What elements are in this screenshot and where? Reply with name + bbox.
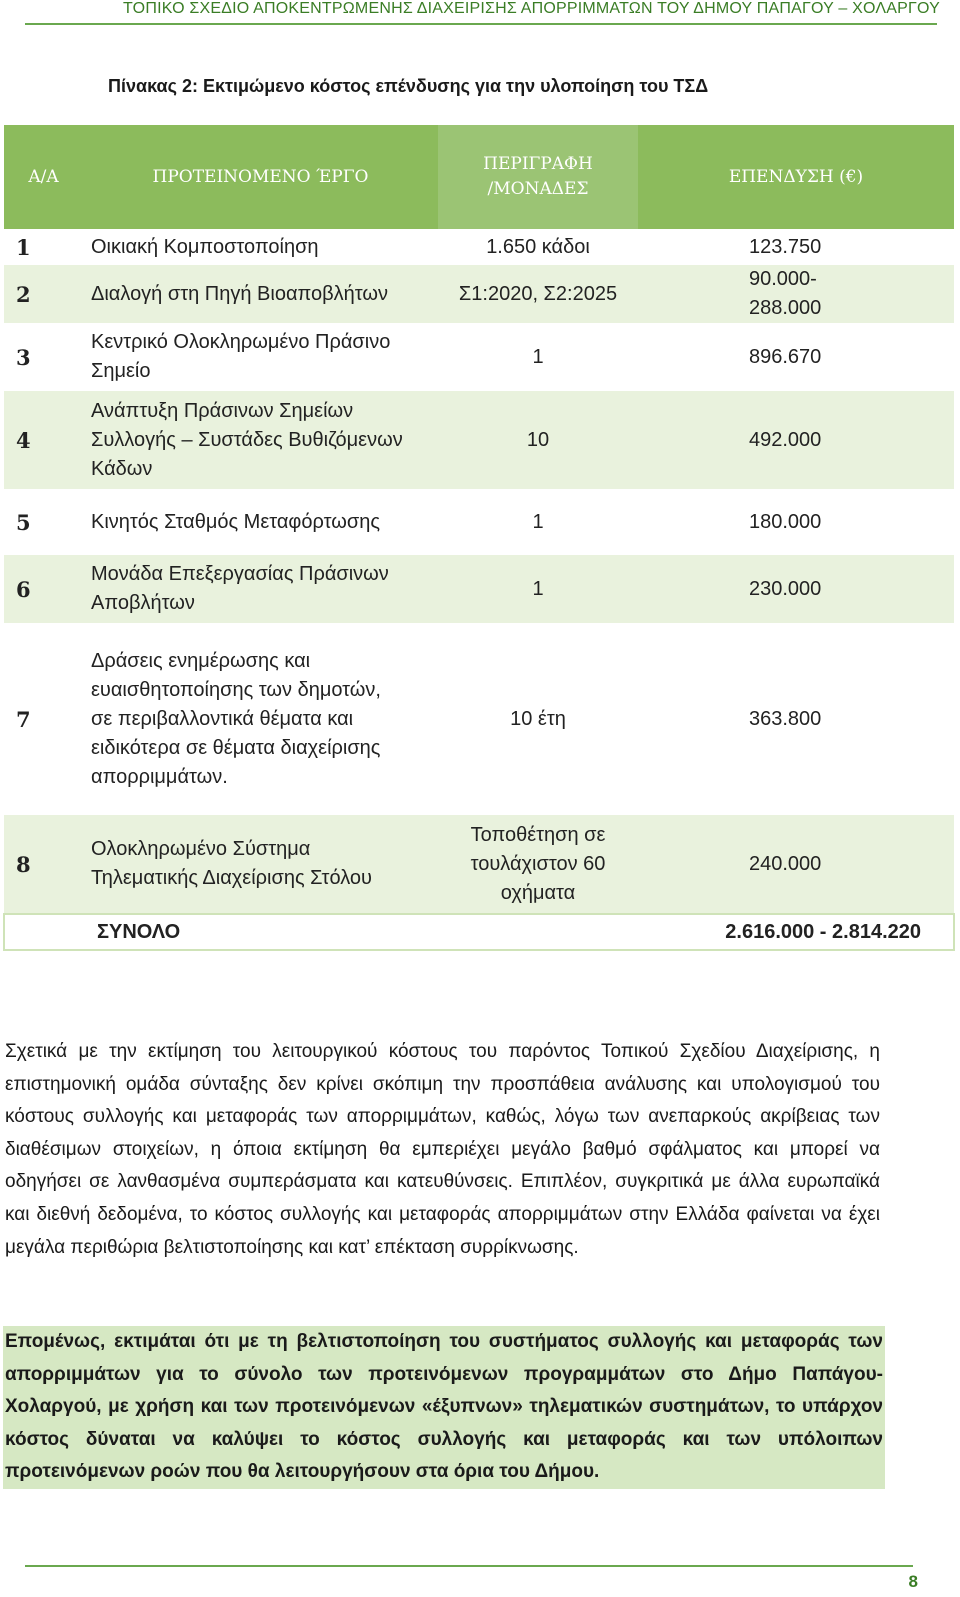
- header-investment: ΕΠΕΝΔΥΣΗ (€): [638, 125, 954, 229]
- row-project: Κινητός Σταθμός Μεταφόρτωσης: [91, 510, 380, 533]
- table-row: [4, 391, 954, 489]
- row-project: Οικιακή Κομποστοποίηση: [91, 235, 319, 258]
- row-investment: 363.800: [749, 707, 822, 730]
- row-investment: 240.000: [638, 815, 954, 914]
- row-number: 6: [4, 555, 83, 623]
- header-project: ΠΡΟΤΕΙΝΟΜΕΝΟ ΈΡΓΟ: [83, 125, 438, 229]
- table-caption: Πίνακας 2: Εκτιμώμενο κόστος επένδυσης για την υλοποίηση του ΤΣΔ: [108, 76, 709, 96]
- row-description: Σ1:2020, Σ2:2025: [438, 265, 638, 323]
- row-description: 1: [438, 555, 638, 623]
- table-row: [4, 623, 954, 815]
- row-number: 8: [4, 815, 83, 914]
- table-row: [4, 229, 954, 265]
- row-number: 7: [16, 706, 31, 732]
- header-num: Α/Α: [4, 125, 83, 229]
- running-header-title: ΤΟΠΙΚΟ ΣΧΕΔΙΟ ΑΠΟΚΕΝΤΡΩΜΕΝΗΣ ΔΙΑΧΕΙΡΙΣΗΣ ΑΠΟΡΡΙΜΜΑΤΩΝ ΤΟΥ ΔΗΜΟΥ ΠΑΠΑΓΟΥ – ΧΟΛΑΡΓΟΥ: [122, 0, 940, 17]
- table-row: [4, 323, 954, 391]
- total-spacer: [4, 914, 83, 950]
- row-number: 3: [16, 344, 31, 370]
- row-description: 1: [532, 510, 544, 533]
- row-description: 1: [532, 345, 544, 368]
- row-project: Κεντρικό Ολοκληρωμένο Πράσινο Σημείο: [91, 331, 391, 382]
- header-description: [438, 125, 638, 229]
- table-row: [4, 489, 954, 555]
- row-description: 10 έτη: [510, 707, 566, 730]
- table-row: [4, 815, 954, 914]
- row-number: 4: [4, 391, 83, 489]
- row-investment: 90.000- 288.000: [638, 265, 954, 323]
- table-total-row: [4, 914, 954, 950]
- total-value: 2.616.000 - 2.814.220: [438, 914, 954, 950]
- row-project: Ολοκληρωμένο Σύστημα Τηλεματικής Διαχείρισης Στόλου: [83, 815, 438, 914]
- paragraph-conclusion-highlighted: Επομένως, εκτιμάται ότι με τη βελτιστοποίηση του συστήματος συλλογής και μεταφοράς των απορριμμάτων για το σύνολο των προτεινόμενων προγραμμάτων στο Δήμο Παπάγου-Χολαργού, με χρήση και των προτεινόμενων «έξυπνων» τηλεματικών συστημάτων, το υπάρχον κόστος δύναται να καλύψει το κόστος συλλογής και μεταφοράς και των υπόλοιπων προτεινόμενων ροών που θα λειτουργήσουν στα όρια του Δήμου.: [3, 1326, 885, 1489]
- row-description: 10: [438, 391, 638, 489]
- table-row: [4, 555, 954, 623]
- header-description-line1: ΠΕΡΙΓΡΑΦΗ: [483, 154, 593, 174]
- row-description: 1.650 κάδοι: [486, 235, 590, 258]
- row-project: Διαλογή στη Πηγή Βιοαποβλήτων: [83, 265, 438, 323]
- table-header-row: [4, 125, 954, 229]
- header-rule: [25, 23, 937, 25]
- total-label: ΣΥΝΟΛΟ: [83, 914, 438, 950]
- investment-cost-table: [3, 125, 955, 951]
- table-row: [4, 265, 954, 323]
- row-number: 1: [16, 234, 31, 260]
- row-investment: 492.000: [638, 391, 954, 489]
- paragraph-operating-cost: Σχετικά με την εκτίμηση του λειτουργικού κόστους του παρόντος Τοπικού Σχεδίου Διαχείρισης, η επιστημονική ομάδα σύνταξης δεν κρίνει σκόπιμη την προσπάθεια ανάλυσης και υπολογισμού του κόστους συλλογής και μεταφοράς των απορριμμάτων, καθώς, λόγω των ανεπαρκούς ακρίβειας των διαθέσιμων στοιχείων, η όποια εκτίμηση θα εμπεριέχει μεγάλο βαθμό σφάλματος και μπορεί να οδηγήσει σε λανθασμένα συμπεράσματα και κατευθύνσεις. Επιπλέον, συγκριτικά με άλλα ευρωπαϊκά και διεθνή δεδομένα, το κόστος συλλογής και μεταφοράς απορριμμάτων στην Ελλάδα φαίνεται να έχει μεγάλα περιθώρια βελτιστοποίησης και κατ’ επέκταση συρρίκνωσης.: [5, 1041, 880, 1258]
- header-description-line2: /ΜΟΝΑΔΕΣ: [487, 179, 589, 199]
- row-project: Δράσεις ενημέρωσης και ευαισθητοποίησης των δημοτών, σε περιβαλλοντικά θέματα και ειδικότερα σε θέματα διαχείρισης απορριμμάτων.: [91, 649, 381, 788]
- row-number: 2: [4, 265, 83, 323]
- row-project: Ανάπτυξη Πράσινων Σημείων Συλλογής – Συστάδες Βυθιζόμενων Κάδων: [83, 391, 438, 489]
- table-body: [4, 229, 954, 950]
- footer-rule: [25, 1565, 913, 1567]
- row-investment: 180.000: [749, 510, 822, 533]
- row-number: 5: [16, 509, 31, 535]
- row-investment: 896.670: [749, 345, 822, 368]
- row-project: Μονάδα Επεξεργασίας Πράσινων Αποβλήτων: [83, 555, 438, 623]
- row-investment: 123.750: [749, 235, 822, 258]
- row-investment: 230.000: [638, 555, 954, 623]
- row-description: Τοποθέτηση σε τουλάχιστον 60 οχήματα: [438, 815, 638, 914]
- page-number: 8: [908, 1572, 918, 1591]
